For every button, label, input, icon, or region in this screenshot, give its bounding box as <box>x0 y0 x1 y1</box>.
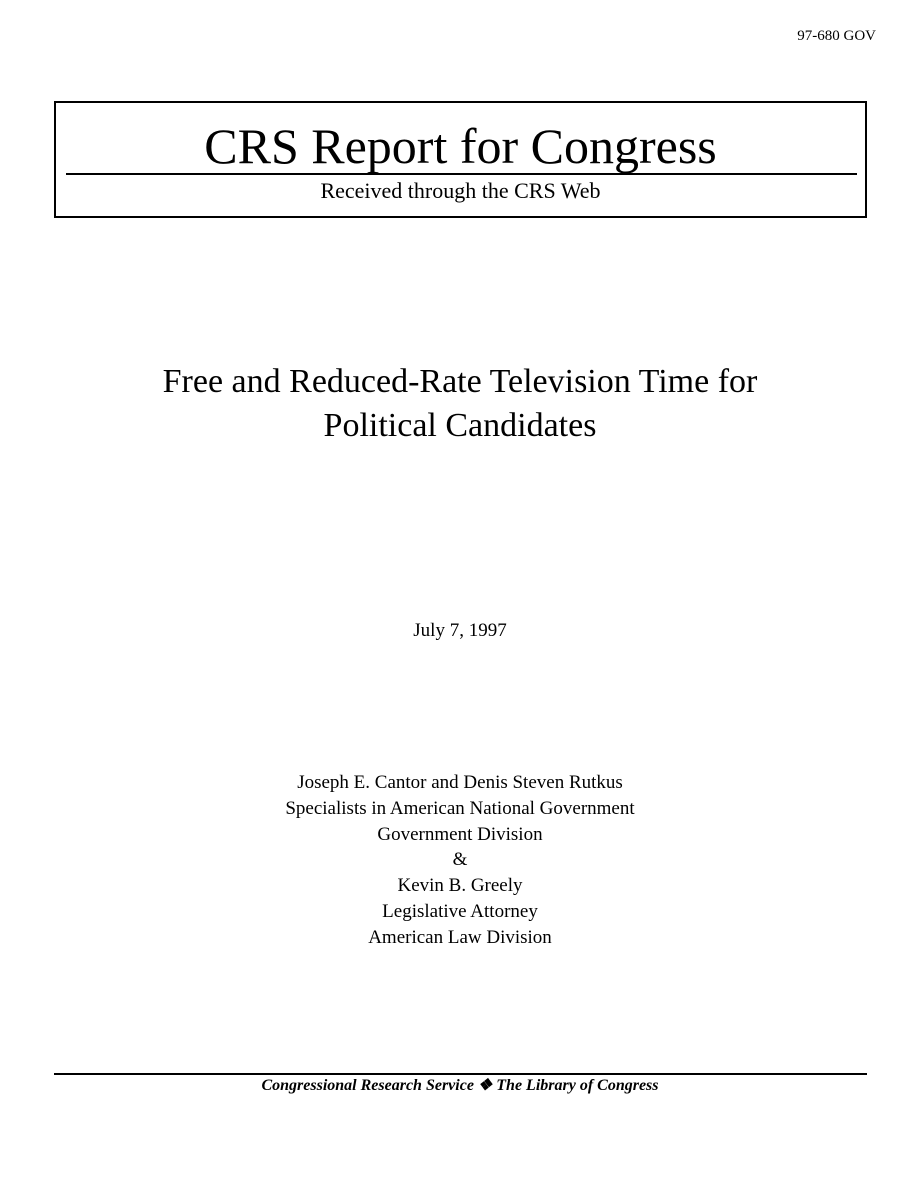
report-header-title: CRS Report for Congress <box>204 118 717 174</box>
footer-publisher: Congressional Research Service ❖ The Library of Congress <box>261 1077 659 1094</box>
report-number: 97-680 GOV <box>797 28 876 44</box>
author-separator: & <box>452 849 468 871</box>
document-title-line-1: Free and Reduced-Rate Television Time for <box>162 363 758 400</box>
author-names-2: Kevin B. Greely <box>397 875 523 897</box>
author-title-1: Specialists in American National Government <box>285 797 635 819</box>
document-title <box>80 360 840 448</box>
author-names-1: Joseph E. Cantor and Denis Steven Rutkus <box>297 772 623 793</box>
header-divider <box>66 173 857 175</box>
document-title-line-2: Political Candidates <box>323 407 597 444</box>
document-date: July 7, 1997 <box>413 620 507 641</box>
report-header-box <box>54 101 867 218</box>
author-block <box>0 770 920 951</box>
author-division-1: Government Division <box>377 823 543 845</box>
report-header-subtitle: Received through the CRS Web <box>320 178 601 203</box>
author-title-2: Legislative Attorney <box>382 900 538 922</box>
author-division-2: American Law Division <box>368 926 552 948</box>
footer-divider <box>54 1073 867 1075</box>
